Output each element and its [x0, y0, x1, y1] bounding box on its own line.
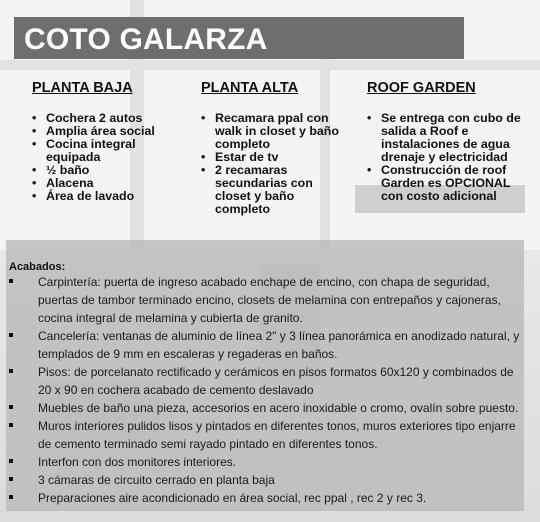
list-item: Cancelería: ventanas de aluminio de línea 2" y 3 línea panorámica en anodizado natural, y templados de 9 mm en escaleras y regaderas en baños. [6, 327, 522, 363]
list-item: • 2 recamaras secundarias con closet y baño completo [201, 164, 330, 216]
column-heading: ROOF GARDEN [367, 80, 476, 96]
list-item: • Estar de tv [201, 151, 351, 164]
list-item: • Cochera 2 autos [32, 112, 192, 125]
column-heading: PLANTA ALTA [201, 80, 299, 96]
list-item: Muebles de baño una pieza, accesorios en acero inoxidable o cromo, ovalín sobre puesto. [6, 399, 522, 417]
list-item: • Recamara ppal con walk in closet y baño completo [201, 112, 351, 151]
list-item: • Se entrega con cubo de salida a Roof e instalaciones de agua drenaje y electricidad [367, 112, 535, 164]
list-item: 3 cámaras de circuito cerrado en planta baja [6, 471, 522, 489]
title-bar [14, 17, 464, 59]
acabados-title: Acabados: [9, 261, 66, 273]
list-item: • Cocina integral equipada [32, 138, 166, 164]
feature-list [32, 112, 192, 203]
acabados-panel [6, 240, 524, 511]
acabados-list [6, 273, 522, 507]
list-item: • ½ baño [32, 164, 192, 177]
column-planta-alta [201, 80, 351, 216]
list-item: Preparaciones aire acondicionado en área social, rec ppal , rec 2 y rec 3. [6, 489, 522, 507]
list-item: • Amplia área social [32, 125, 192, 138]
list-item: Interfon con dos monitores interiores. [6, 453, 522, 471]
list-item: Pisos: de porcelanato rectificado y cerámicos en pisos formatos 60x120 y combinados de 20 x 90 en cochera acabado de cemento deslavado [6, 363, 522, 399]
column-heading: PLANTA BAJA [32, 80, 133, 96]
column-planta-baja [32, 80, 192, 203]
list-item: • Área de lavado [32, 190, 192, 203]
column-roof-garden [367, 80, 535, 203]
feature-list [201, 112, 351, 216]
page-title: COTO GALARZA [24, 23, 268, 56]
list-item: • Alacena [32, 177, 192, 190]
list-item: • Construcción de roof Garden es OPCIONAL con costo adicional [367, 164, 535, 203]
list-item: Carpintería: puerta de ingreso acabado enchape de encino, con chapa de seguridad, puertas de tambor terminado encino, closets de melamina con entrepaños y cajoneras, cocina integral de melamina y cubierta de granito. [6, 273, 522, 327]
feature-list [367, 112, 535, 203]
list-item: Muros interiores pulidos lisos y pintados en diferentes tonos, muros exteriores tipo enjarre de cemento terminado semi rayado pintado en diferentes tonos. [6, 417, 522, 453]
